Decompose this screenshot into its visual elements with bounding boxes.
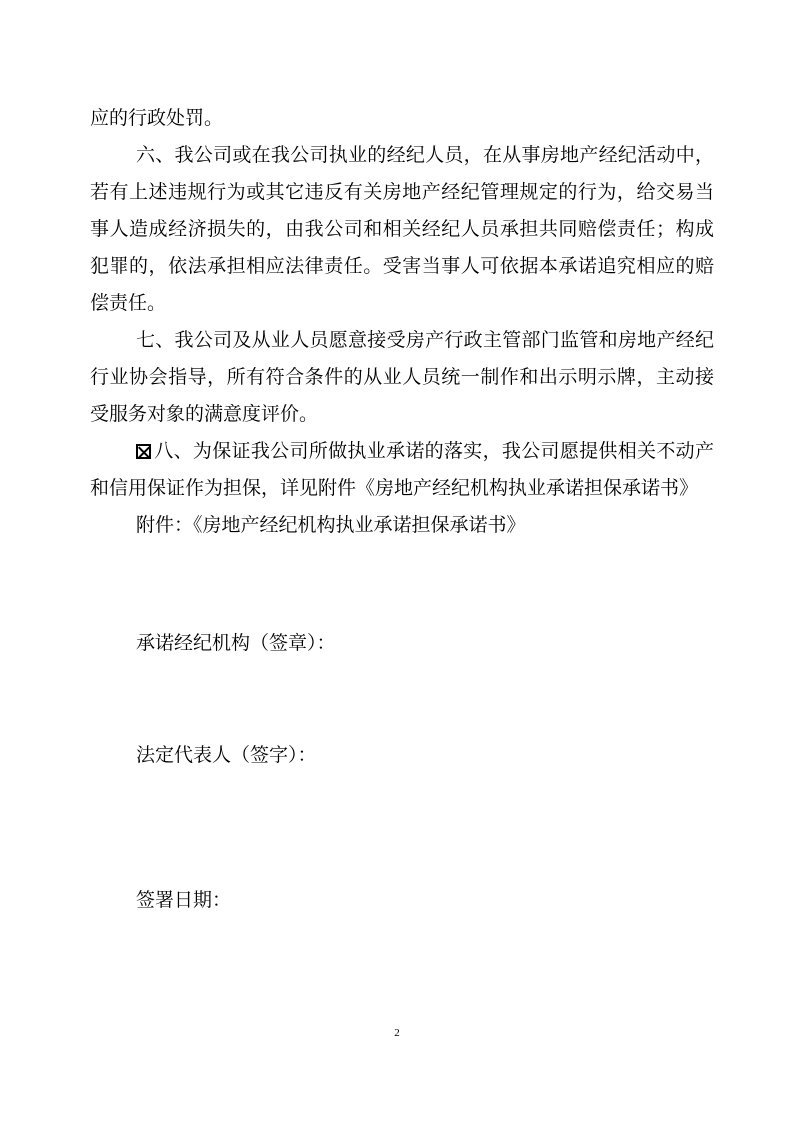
attachment-line: 附件：《房地产经纪机构执业承诺担保承诺书》 <box>136 514 526 536</box>
sign-date-label: 签署日期： <box>136 889 232 911</box>
document-body <box>90 100 714 544</box>
clause-6: 六、我公司或在我公司执业的经纪人员，在从事房地产经纪活动中，若有上述违规行为或其它违反有关房地产经纪管理规定的行为，给交易当事人造成经济损失的，由我公司和相关经纪人员承担共同赔偿责任；构成犯罪的，依法承担相应法律责任。受害当事人可依据本承诺追究相应的赔偿责任。 <box>90 144 714 314</box>
clause-8 <box>90 433 714 507</box>
agency-signature-label: 承诺经纪机构（签章）： <box>136 632 336 654</box>
page-number: 2 <box>394 1027 400 1039</box>
clause-8-text: 八、为保证我公司所做执业承诺的落实，我公司愿提供相关不动产和信用保证作为担保，详见附件《房地产经纪机构执业承诺担保承诺书》 <box>90 440 714 499</box>
clause-7: 七、我公司及从业人员愿意接受房产行政主管部门监管和房地产经纪行业协会指导，所有符合条件的从业人员统一制作和出示明示牌，主动接受服务对象的满意度评价。 <box>90 329 714 425</box>
legal-representative-signature-label: 法定代表人（签字）： <box>136 744 317 766</box>
paragraph-continuation: 应的行政处罚。 <box>90 107 224 129</box>
checked-box-icon <box>136 444 151 459</box>
